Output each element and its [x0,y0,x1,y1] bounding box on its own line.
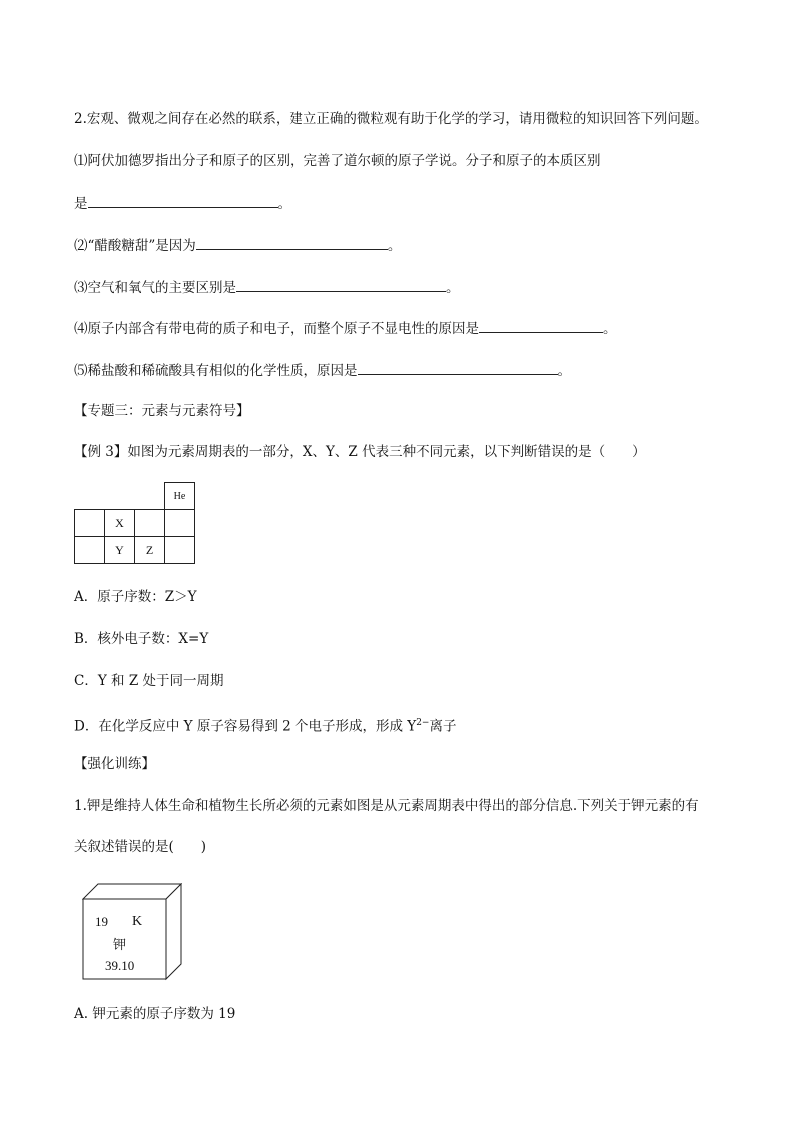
table-cell-x: X [105,510,135,537]
option-a[interactable]: A．原子序数：Z＞Y [74,589,197,605]
question-2-part-4 [74,319,617,338]
option-c[interactable]: C．Y 和 Z 处于同一周期 [74,673,224,689]
part-3-suffix: 。 [446,280,460,296]
option-d-charge: 2− [416,718,430,728]
answer-prefix: 是 [74,196,88,212]
part-2-prompt: ⑵“醋酸糖甜”是因为 [74,238,196,254]
table-cell-empty [75,483,105,510]
table-cell [75,510,105,537]
question-2-intro: 2.宏观、微观之间存在必然的联系，建立正确的微粒观有助于化学的学习，请用微粒的知识回答下列问题。 [74,111,708,127]
answer-blank[interactable] [196,236,388,250]
element-symbol: K [132,914,143,929]
element-name: 钾 [113,937,127,952]
option-d[interactable] [74,714,456,736]
periodic-table-fragment [74,482,195,564]
table-cell-empty [135,483,165,510]
answer-suffix: 。 [277,196,291,212]
answer-blank[interactable] [88,194,278,208]
answer-blank[interactable] [479,319,603,333]
potassium-element-card [82,883,182,987]
answer-blank[interactable] [358,361,558,375]
question-2-part-3 [74,278,460,297]
question-2-part-2 [74,236,401,255]
training-option-a[interactable]: A. 钾元素的原子序数为 19 [74,1006,236,1022]
option-d-text: D．在化学反应中 Y 原子容易得到 2 个电子形成，形成 Y [74,718,417,735]
example-3-prompt: 【例 3】如图为元素周期表的一部分，X、Y、Z 代表三种不同元素，以下判断错误的是（ ） [74,444,646,460]
topic-3-heading: 【专题三：元素与元素符号】 [74,403,250,419]
training-question-1-line-2: 关叙述错误的是( ) [74,839,207,855]
option-b[interactable]: B．核外电子数：X=Y [74,631,209,647]
part-4-prompt: ⑷原子内部含有带电荷的质子和电子，而整个原子不显电性的原因是 [74,321,479,337]
table-cell [75,537,105,564]
question-2-part-1-answer-line [74,194,291,213]
part-3-prompt: ⑶空气和氧气的主要区别是 [74,280,236,296]
part-2-suffix: 。 [387,238,402,254]
question-2-part-5 [74,361,571,380]
table-cell-he: He [165,483,195,510]
option-d-suffix: 离子 [429,718,457,735]
table-cell-empty [105,483,135,510]
part-5-suffix: 。 [557,363,571,379]
part-5-prompt: ⑸稀盐酸和稀硫酸具有相似的化学性质，原因是 [74,363,358,379]
table-cell-y: Y [105,537,135,564]
table-cell [135,510,165,537]
part-4-suffix: 。 [603,321,617,337]
training-question-1-line-1: 1.钾是维持人体生命和植物生长所必须的元素如图是从元素周期表中得出的部分信息.下列关于钾元素的有 [74,798,699,814]
table-cell-z: Z [135,537,165,564]
answer-blank[interactable] [236,278,446,292]
atomic-number: 19 [95,914,108,929]
table-cell [165,537,195,564]
question-2-part-1: ⑴阿伏加德罗指出分子和原子的区别，完善了道尔顿的原子学说。分子和原子的本质区别 [74,153,601,169]
table-cell [165,510,195,537]
atomic-mass: 39.10 [105,958,135,973]
training-heading: 【强化训练】 [74,756,155,772]
